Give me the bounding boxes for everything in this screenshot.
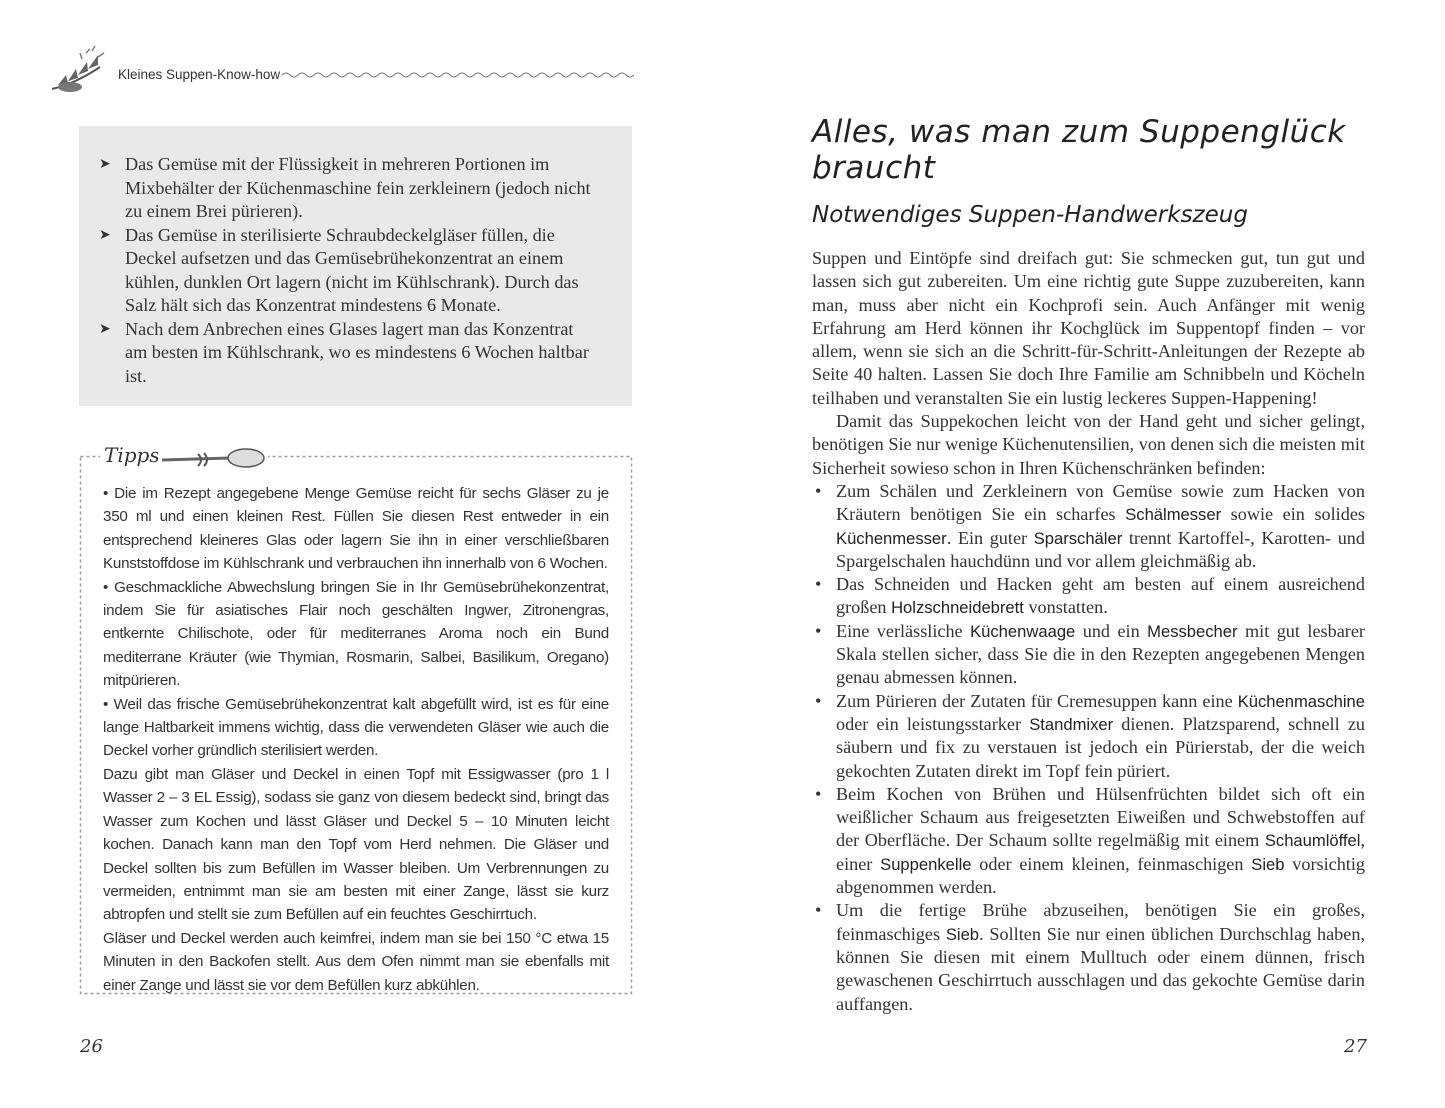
instruction-item: ➤ Das Gemüse in sterilisierte Schraubdeckelgläser füllen, die Deckel aufsetzen und das Gemüsebrühekonzentrat an einem kühlen, dunklen Ort lagern (nicht im Kühlschrank). Durch das Salz hält sich das Konzentrat mindestens 6 Monate.	[99, 224, 579, 315]
bullet-text: dienen. Platzsparend, schnell zu säubern und fix zu verstauen ist jedoch ein Pürierstab, der die weich gekochten Zutaten direkt im Topf fein püriert.	[836, 713, 1366, 781]
tool-list-item	[812, 620, 1365, 690]
running-header	[48, 45, 638, 95]
bullet-text: Zum Pürieren der Zutaten für Cremesuppen kann eine	[836, 690, 1238, 711]
highlighted-term: Schälmesser	[1125, 505, 1222, 525]
bullet-text: oder einem kleinen, feinmaschigen	[971, 853, 1252, 874]
herb-bundle-icon	[48, 45, 112, 95]
tip-paragraph: • Geschmackliche Abwechslung bringen Sie in Ihr Gemüsebrühekonzentrat, indem Sie für asiatisches Flair noch geschälten Ingwer, Zitronengras, entkernte Chilischote, oder für mediterranes Aroma noch ein Bund mediterrane Kräuter (wie Thymian, Rosmarin, Salbei, Basilikum, Oregano) mitpürieren.	[103, 578, 609, 690]
right-page	[722, 0, 1445, 1108]
arrow-bullet-icon: ➤	[99, 227, 111, 243]
highlighted-term: Schaumlöffel	[1264, 831, 1361, 851]
highlighted-term: Suppenkelle	[880, 854, 972, 874]
bullet-text: trennt Kartoffel-, Karotten- und Spargelschalen hauchdünn und vor allem gleichmäßig ab.	[836, 527, 1365, 571]
tool-list-item	[812, 480, 1365, 573]
arrow-bullet-icon: ➤	[99, 157, 111, 172]
section-heading: Notwendiges Suppen-Handwerkszeug	[812, 202, 1248, 228]
tips-label: Tipps	[100, 443, 164, 467]
bullet-text: und ein	[1075, 620, 1148, 641]
page-number-left: 26	[80, 1036, 103, 1057]
page-number-right: 27	[1344, 1036, 1367, 1057]
highlighted-term: Sparschäler	[1033, 528, 1123, 548]
chapter-title: Alles, was man zum Suppenglück braucht	[812, 114, 1346, 186]
highlighted-term: Standmixer	[1029, 714, 1114, 734]
bullet-dot: •	[815, 574, 822, 595]
intro-paragraph: Suppen und Eintöpfe sind dreifach gut: Sie schmecken gut, tun gut und lassen sich gut zubereiten. Um eine richtig gute Suppe zuzubereiten, kann man, muss aber nicht ein Kochprofi sein. Auch Anfänger mit wenig Erfahrung am Herd können ihr Kochglück im Suppentopf finden – vor allem, wenn sie sich an die Schritt-für-Schritt-Anleitungen der Rezepte ab Seite 40 halten. Lassen Sie doch Ihre Familie am Schnibbeln und Köcheln teilhaben und veranstalten Sie ein lustig leckeres Suppen-Happening!	[812, 248, 1365, 408]
intro-paragraph-2: Damit das Suppekochen leicht von der Hand geht und sicher gelingt, benötigen Sie nur wenige Küchenutensilien, von denen sich die meisten mit Sicherheit sowieso schon in Ihren Küchenschränken befinden:	[812, 411, 1365, 478]
bullet-text: . Ein guter	[946, 527, 1034, 548]
instructions-box	[79, 126, 632, 406]
tool-list-item	[812, 899, 1365, 1015]
tool-list-item	[812, 573, 1365, 620]
bullet-text: , einer	[836, 830, 1365, 874]
bullet-text: Beim Kochen von Brühen und Hülsenfrüchten bildet sich oft ein weißlicher Schaum aus freigesetzten Eiweißen und Schwebstoffen auf der Oberfläche. Der Schaum sollte regelmäßig mit einem	[836, 783, 1365, 851]
arrow-bullet-icon: ➤	[99, 321, 111, 337]
instruction-item: ➤ Das Gemüse mit der Flüssigkeit in mehreren Portionen im Mixbehälter der Küchenmaschine fein zerkleinern (jedoch nicht zu einem Brei pürieren).	[99, 154, 591, 221]
tool-list	[812, 480, 1365, 1016]
bullet-text: . Sollten Sie nur einen üblichen Durchschlag haben, können Sie diesen mit einem Mulltuch oder einem dünnen, frisch gewaschenen Geschirrtuch ausschlagen und das gekochte Gemüse darin auffangen.	[836, 923, 1365, 1014]
wavy-rule	[282, 71, 634, 79]
bullet-text: vonstatten.	[1023, 597, 1108, 618]
body-text	[812, 247, 1365, 1016]
instruction-item: ➤ Nach dem Anbrechen eines Glases lagert man das Konzentrat am besten im Kühlschrank, wo es mindestens 6 Wochen haltbar ist.	[99, 318, 589, 386]
highlighted-term: Küchenmaschine	[1237, 691, 1365, 711]
bullet-text: sowie ein solides	[1221, 504, 1365, 525]
spoon-icon	[158, 444, 268, 474]
header-title: Kleines Suppen-Know-how	[118, 67, 281, 82]
highlighted-term: Holzschneidebrett	[891, 598, 1024, 618]
bullet-dot: •	[815, 783, 822, 804]
bullet-dot: •	[815, 900, 822, 921]
bullet-dot: •	[815, 620, 822, 641]
tip-paragraph: • Weil das frische Gemüsebrühekonzentrat kalt abgefüllt wird, ist es für eine lange Haltbarkeit immens wichtig, dass die verwendeten Gläser wie auch die Deckel vorher gründlich sterilisiert werden.	[103, 695, 609, 760]
bullet-text: vorsichtig abgenommen werden.	[836, 853, 1366, 898]
highlighted-term: Küchenwaage	[970, 621, 1076, 641]
tool-list-item	[812, 783, 1365, 899]
bullet-text: Eine verlässliche	[836, 620, 971, 641]
bullet-dot: •	[815, 690, 822, 711]
bullet-text: mit gut lesbarer Skala stellen sicher, dass Sie die in den Rezepten angegebenen Mengen genau abmessen können.	[836, 620, 1365, 688]
instruction-list	[99, 153, 599, 388]
bullet-text: Um die fertige Brühe abzuseihen, benötigen Sie ein großes, feinmaschiges	[836, 900, 1365, 944]
highlighted-term: Sieb	[1251, 854, 1285, 874]
tips-text	[103, 482, 609, 997]
highlighted-term: Küchenmesser	[836, 528, 947, 548]
highlighted-term: Sieb	[945, 924, 980, 944]
left-page	[0, 0, 722, 1108]
tip-paragraph: Gläser und Deckel werden auch keimfrei, indem man sie bei 150 °C etwa 15 Minuten in den Backofen stellt. Aus dem Ofen nimmt man sie ebenfalls mit einer Zange und lässt sie vor dem Befüllen kurz abkühlen.	[103, 929, 609, 994]
bullet-text: oder ein leistungsstarker	[836, 713, 1030, 734]
tool-list-item	[812, 690, 1365, 783]
highlighted-term: Messbecher	[1147, 621, 1238, 641]
bullet-text: Zum Schälen und Zerkleinern von Gemüse sowie zum Hacken von Kräutern benötigen Sie ein scharfes	[836, 480, 1365, 525]
tip-paragraph: Dazu gibt man Gläser und Deckel in einen Topf mit Essigwasser (pro 1 l Wasser 2 – 3 EL Essig), sodass sie ganz von diesem bedeckt sind, bringt das Wasser zum Kochen und lässt Gläser und Deckel 5 – 10 Minuten leicht kochen. Danach kann man den Topf vom Herd nehmen. Die Gläser und Deckel sollten bis zum Befüllen im Wasser bleiben. Um Verbrennungen zu vermeiden, entnimmt man sie am besten mit einer Zange, lässt sie kurz abtropfen und stellt sie zum Befüllen auf ein feuchtes Geschirrtuch.	[103, 765, 609, 924]
bullet-text: Das Schneiden und Hacken geht am besten auf einem ausreichend großen	[836, 574, 1365, 618]
tip-paragraph: • Die im Rezept angegebene Menge Gemüse reicht für sechs Gläser zu je 350 ml und einen kleinen Rest. Füllen Sie diesen Rest entweder in ein entsprechend kleineres Glas oder lagern Sie ihn in einer verschließbaren Kunststoffdose im Kühlschrank und verbrauchen ihn innerhalb von 6 Wochen.	[103, 485, 609, 573]
bullet-dot: •	[815, 480, 822, 501]
